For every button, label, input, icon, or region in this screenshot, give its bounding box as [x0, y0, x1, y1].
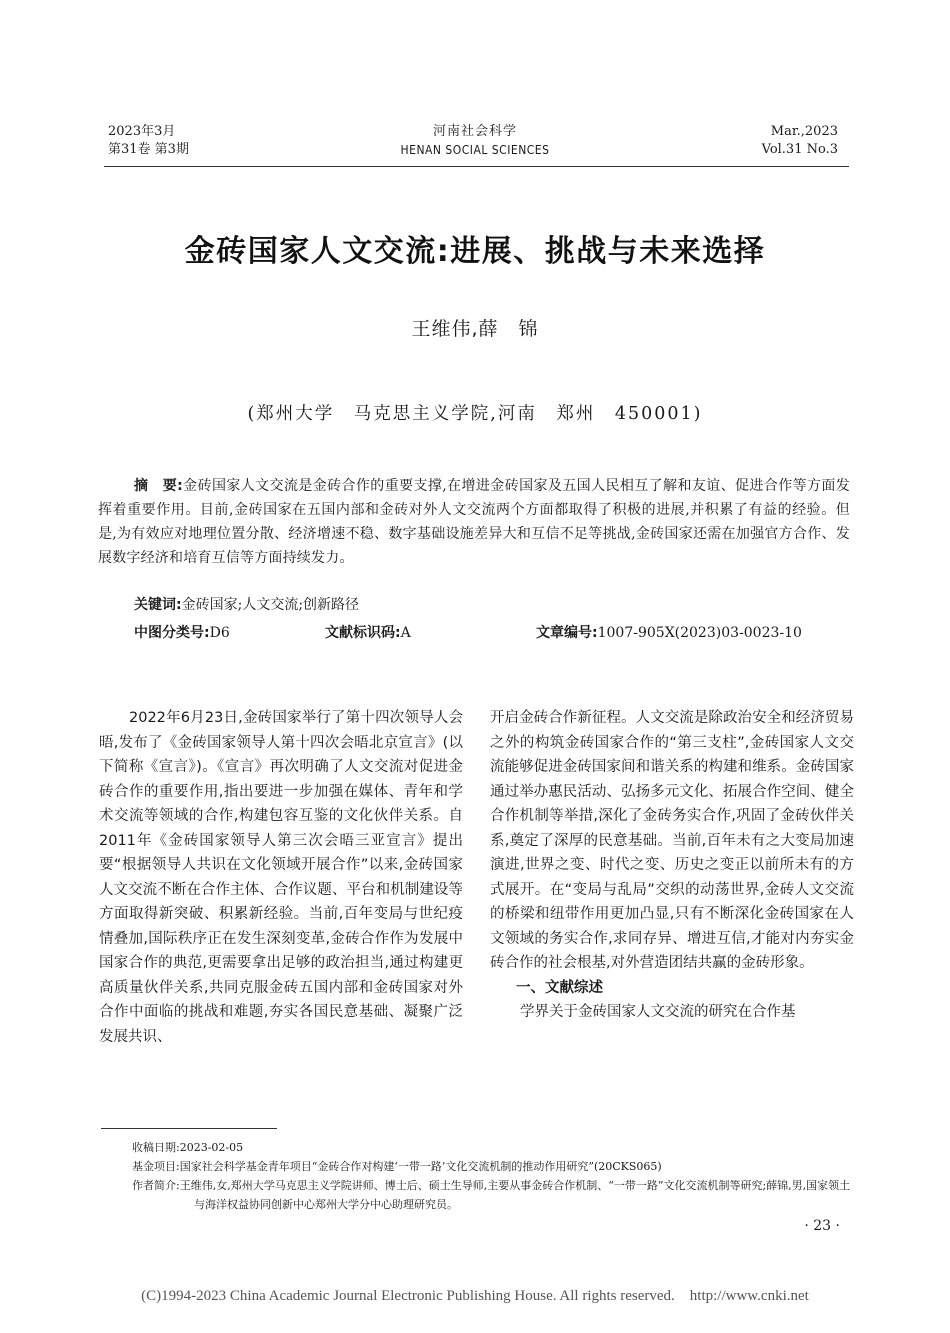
- article-number-label: 文章编号:: [536, 625, 598, 641]
- header-rule: [104, 166, 849, 167]
- author-affiliation: (郑州大学 马克思主义学院,河南 郑州 450001): [247, 404, 703, 424]
- keywords-label: 关键词:: [134, 597, 182, 613]
- issue-volume-cn: 第31卷 第3期: [108, 142, 189, 157]
- clc-number: [134, 624, 230, 642]
- footnote-author-bio: 作者简介:王维伟,女,郑州大学马克思主义学院讲师、博士后、硕士生导师,主要从事金砖合作机制、“一带一路”文化交流机制等研究;薛锦,男,国家领土与海洋权益协同创新中心郑州大学分中心助理研究员。: [132, 1179, 851, 1211]
- keywords-text: 金砖国家;人文交流;创新路径: [181, 597, 360, 613]
- issue-volume-en: Vol.31 No.3: [761, 142, 838, 157]
- body-column-left: [99, 706, 463, 1049]
- page-number: · 23 ·: [804, 1218, 840, 1234]
- clc-value: D6: [209, 625, 230, 641]
- header-left: [108, 123, 189, 159]
- abstract-text: 金砖国家人文交流是金砖合作的重要支撑,在增进金砖国家及五国人民相互了解和友谊、促进合作等方面发挥着重要作用。目前,金砖国家在五国内部和金砖对外人文交流两个方面都取得了积极的进展,并积累了有益的经验。但是,为有效应对地理位置分散、经济增速不稳、数字基础设施差异大和互信不足等挑战,金砖国家还需在加强官方合作、发展数字经济和培育互信等方面持续发力。: [98, 478, 850, 566]
- article-title: 金砖国家人文交流:进展、挑战与未来选择: [184, 234, 766, 269]
- clc-label: 中图分类号:: [134, 625, 210, 641]
- footnote-rule: [101, 1128, 277, 1129]
- doc-code-label: 文献标识码:: [325, 625, 401, 641]
- copyright-notice: (C)1994-2023 China Academic Journal Electronic Publishing House. All rights reserved. http://www.cnki.net: [141, 1288, 809, 1304]
- footnote-received: 收稿日期:2023-02-05: [132, 1141, 244, 1154]
- issue-date-en: Mar.,2023: [770, 124, 838, 139]
- body-column-right: [490, 706, 854, 1025]
- body-paragraph: 2022年6月23日,金砖国家举行了第十四次领导人会晤,发布了《金砖国家领导人第十四次会晤北京宣言》(以下简称《宣言》)。《宣言》再次明确了人文交流对促进金砖合作的重要作用,指出要进一步加强在媒体、青年和学术交流等领域的合作,构建包容互鉴的文化伙伴关系。自2011年《金砖国家领导人第三次会晤三亚宣言》提出要“根据领导人共识在文化领域开展合作”以来,金砖国家人文交流不断在合作主体、合作议题、平台和机制建设等方面取得新突破、积累新经验。当前,百年变局与世纪疫情叠加,国际秩序正在发生深刻变革,金砖合作作为发展中国家合作的典范,更需要拿出足够的政治担当,通过构建更高质量伙伴关系,共同克服金砖五国内部和金砖国家对外合作中面临的挑战和难题,夯实各国民意基础、凝聚广泛发展共识、: [99, 710, 463, 1045]
- footnotes: [132, 1138, 852, 1214]
- footnote-fund: 基金项目:国家社会科学基金青年项目“金砖合作对构建‘一带一路’文化交流机制的推动作用研究”(20CKS065): [132, 1160, 662, 1173]
- issue-date-cn: 2023年3月: [108, 124, 176, 139]
- journal-name-en: HENAN SOCIAL SCIENCES: [400, 143, 550, 157]
- header-center: [300, 123, 650, 159]
- document-code: [325, 624, 411, 642]
- keywords: [134, 596, 359, 614]
- article-authors: 王维伟,薛 锦: [411, 318, 539, 340]
- body-paragraph-continued: 开启金砖合作新征程。人文交流是除政治安全和经济贸易之外的构筑金砖国家合作的“第三支柱”,金砖国家人文交流能够促进金砖国家间和谐关系的构建和维系。金砖国家通过举办惠民活动、弘扬多元文化、拓展合作空间、健全合作机制等举措,深化了金砖务实合作,巩固了金砖伙伴关系,奠定了深厚的民意基础。当前,百年未有之大变局加速演进,世界之变、时代之变、历史之变正以前所未有的方式展开。在“变局与乱局”交织的动荡世界,金砖人文交流的桥梁和纽带作用更加凸显,只有不断深化金砖国家在人文领域的务实合作,求同存异、增进互信,才能对内夯实金砖合作的社会根基,对外营造团结共赢的金砖形象。: [490, 710, 854, 971]
- article-number-value: 1007-905X(2023)03-0023-10: [597, 625, 802, 641]
- header-right: [740, 123, 838, 159]
- abstract-label: 摘 要:: [134, 478, 183, 494]
- section-heading: 一、文献综述: [516, 979, 603, 996]
- abstract: [98, 474, 850, 570]
- journal-name-cn: 河南社会科学: [432, 124, 517, 139]
- doc-code-value: A: [400, 625, 411, 641]
- article-number: [536, 624, 802, 642]
- section-paragraph: 学界关于金砖国家人文交流的研究在合作基: [520, 1004, 796, 1020]
